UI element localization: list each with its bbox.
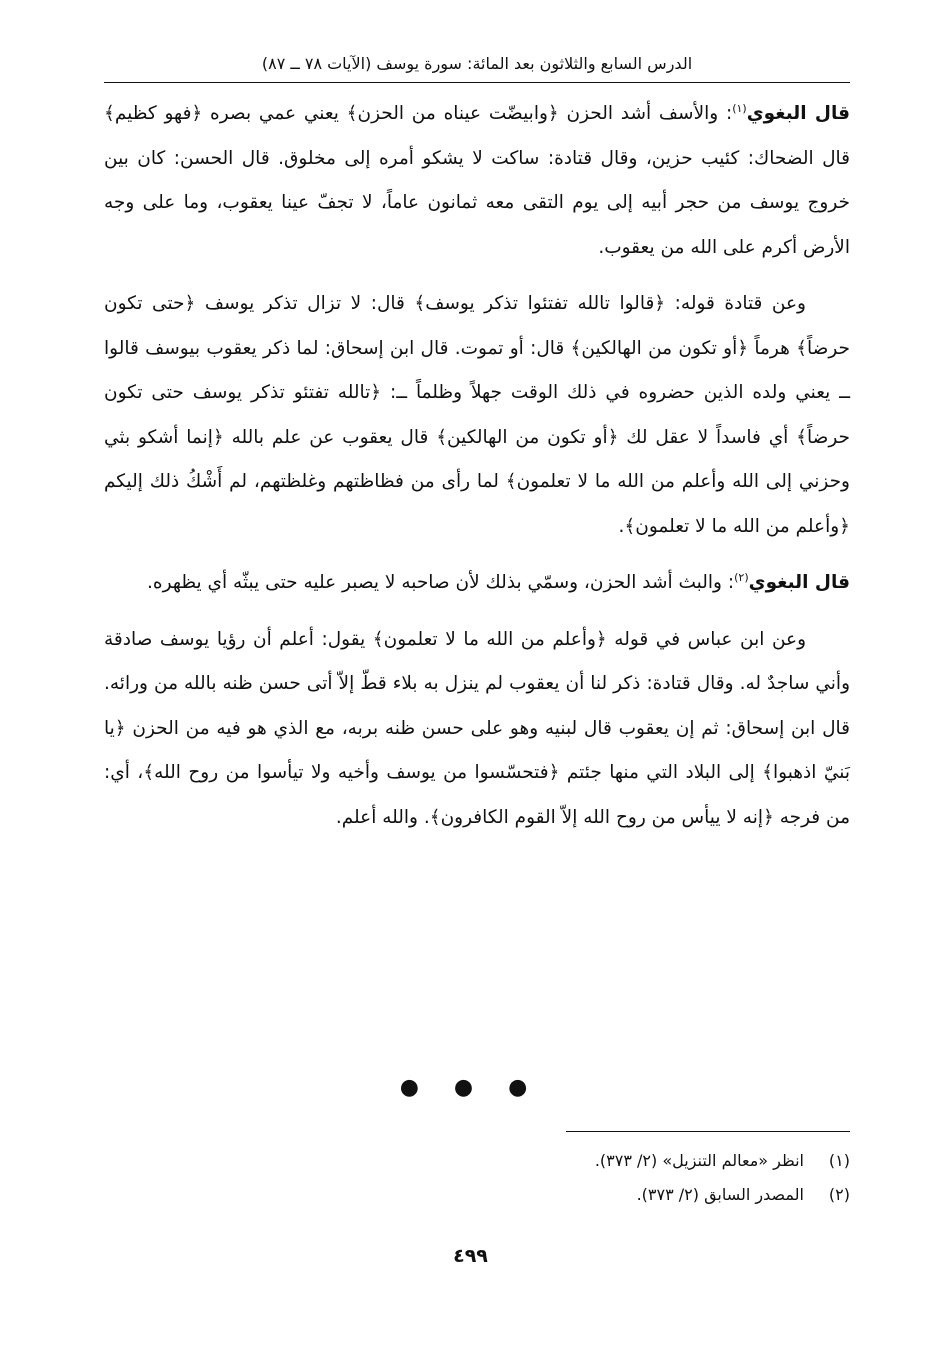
footnote-text: المصدر السابق (٢/ ٣٧٣). xyxy=(636,1185,804,1204)
footnote-number: (٢) xyxy=(828,1185,850,1204)
section-separator-dots: ● ● ● xyxy=(399,1075,542,1100)
paragraph-lead: قال البغوي xyxy=(746,103,851,124)
footnote-1 xyxy=(104,1144,850,1178)
page-number: ٤٩٩ xyxy=(453,1245,488,1267)
paragraph-lead: قال البغوي xyxy=(748,572,850,593)
paragraph-text: : والأسف أشد الحزن ﴿وابيضّت عيناه من الحزن﴾ يعني عمي بصره ﴿فهو كظيم﴾ قال الضحاك: كئيب حزين، وقال قتادة: ساكت لا يشكو أمره إلى مخلوق. قال الحسن: كان بين خروج يوسف من حجر أبيه إلى يوم التقى معه ثمانون عاماً، لا تجفّ عينا يعقوب، وما على وجه الأرض أكرم على الله من يعقوب. xyxy=(104,103,850,258)
footnote-text: انظر «معالم التنزيل» (٢/ ٣٧٣). xyxy=(594,1151,804,1170)
paragraph-baghawi-1 xyxy=(104,92,850,270)
paragraph-text: وعن ابن عباس في قوله ﴿وأعلم من الله ما لا تعلمون﴾ يقول: أعلم أن رؤيا يوسف صادقة وأني ساجدٌ له. وقال قتادة: ذكر لنا أن يعقوب لم ينزل به بلاء قطّ إلاّ أتى حسن ظنه بالله من ورائه. قال ابن إسحاق: ثم إن يعقوب قال لبنيه وهو على حسن ظنه بربه، مع الذي هو فيه من الحزن ﴿يا بَنيّ اذهبوا﴾ إلى البلاد التي منها جئتم ﴿فتحسّسوا من يوسف وأخيه ولا تيأسوا من روح الله﴾، أي: من فرجه ﴿إنه لا ييأس من روح الله إلاّ القوم الكافرون﴾. والله أعلم. xyxy=(104,628,850,828)
footnote-rule xyxy=(566,1131,850,1132)
footnote-ref: (١) xyxy=(732,101,747,115)
running-title: الدرس السابع والثلاثون بعد المائة: سورة يوسف (الآيات ٧٨ ــ ٨٧) xyxy=(261,54,693,73)
main-text xyxy=(104,92,850,852)
paragraph-text: وعن قتادة قوله: ﴿قالوا تالله تفتئوا تذكر يوسف﴾ قال: لا تزال تذكر يوسف ﴿حتى تكون حرضاً﴾ هرماً ﴿أو تكون من الهالكين﴾ قال: أو تموت. قال ابن إسحاق: لما ذكر يعقوب بيوسف قالوا ــ يعني ولده الذين حضروه في ذلك الوقت جهلاً وظلماً ــ: ﴿تالله تفتئو تذكر يوسف حتى تكون حرضاً﴾ أي فاسداً لا عقل لك ﴿أو تكون من الهالكين﴾ قال يعقوب عن علم بالله ﴿إنما أشكو بثي وحزني إلى الله وأعلم من الله ما لا تعلمون﴾ لما رأى من فظاظتهم وغلظتهم، لم أَشْكُ ذلك إليكم ﴿وأعلم من الله ما لا تعلمون﴾. xyxy=(104,293,850,537)
header-rule xyxy=(104,82,850,83)
paragraph-baghawi-2 xyxy=(104,561,850,606)
footnote-ref: (٢) xyxy=(734,570,749,584)
paragraph-qatada xyxy=(104,282,850,549)
footnote-2 xyxy=(104,1178,850,1212)
paragraph-text: : والبث أشد الحزن، وسمّي بذلك لأن صاحبه لا يصبر عليه حتى يبثّه أي يظهره. xyxy=(147,572,735,593)
paragraph-ibn-abbas xyxy=(104,618,850,841)
footnotes xyxy=(104,1144,850,1212)
footnote-number: (١) xyxy=(828,1151,850,1170)
